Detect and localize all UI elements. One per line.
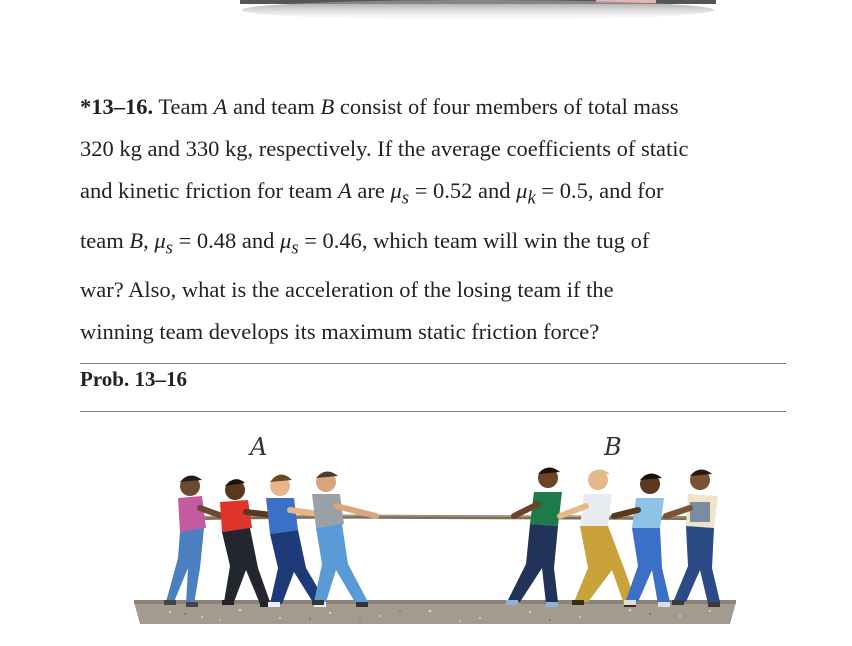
- problem-line-2: 320 kg and 330 kg, respectively. If the average coefficients of static: [80, 136, 689, 161]
- problem-line-5: war? Also, what is the acceleration of the losing team if the: [80, 277, 614, 302]
- team-a-member-1: [164, 475, 222, 607]
- figure-caption: Prob. 13–16: [80, 367, 187, 391]
- team-b-member-4: [666, 469, 720, 607]
- team-b-member-2: [560, 469, 636, 607]
- problem-line-3: and kinetic friction for team A are $\mu_s = 0.52$ and $\mu_k = 0.5$, and for: [80, 178, 664, 209]
- team-a-members: [164, 471, 376, 607]
- previous-figure-bottom: [240, 0, 716, 30]
- team-b-members: [506, 467, 720, 607]
- team-a-label: A: [250, 433, 268, 461]
- problem-line-4: team B, $\mu_s = 0.48$ and $\mu_s = 0.46$, which team will win the tug of: [80, 227, 650, 258]
- problem-line-6: winning team develops its maximum static friction force?: [80, 319, 600, 344]
- team-b-label: B: [604, 433, 622, 461]
- tug-of-war-figure: [130, 418, 740, 638]
- tug-of-war-illustration: [130, 418, 740, 638]
- problem-number: *13–16.: [80, 94, 154, 119]
- team-b-member-1: [506, 467, 562, 607]
- caption-bottom-rule: [80, 411, 786, 412]
- team-a-member-4: [312, 471, 376, 607]
- problem-text: [80, 86, 800, 353]
- problem-line-1: *13–16. Team A and team B consist of four members of total mass: [80, 94, 679, 119]
